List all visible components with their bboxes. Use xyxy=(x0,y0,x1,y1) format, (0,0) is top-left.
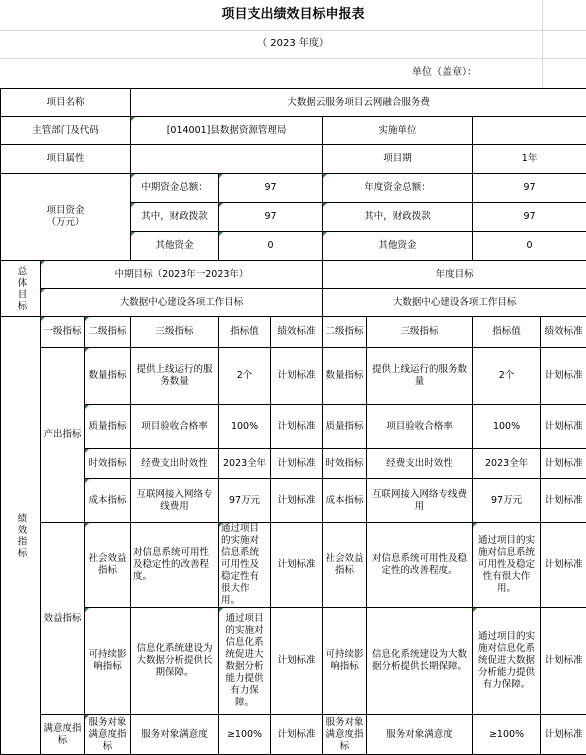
table-row xyxy=(1,348,586,405)
row-lvl2-b: 数量指标 xyxy=(323,348,367,405)
row-lvl2-b: 社会效益指标 xyxy=(323,523,367,608)
row-lvl3: 信息化系统建设为大数据分析提供长期保障。 xyxy=(131,608,219,715)
table-row xyxy=(1,289,586,317)
table-row xyxy=(1,523,586,608)
row-std-b: 计划标准 xyxy=(541,479,586,523)
funds-label: 项目资金 （万元） xyxy=(1,174,131,261)
performance-table xyxy=(0,88,586,755)
year-line: （ 2023 年度） xyxy=(0,32,586,56)
attr-value xyxy=(131,145,323,174)
impl-value xyxy=(473,117,586,145)
row-lvl2-b: 可持续影响指标 xyxy=(323,608,367,715)
row-value-b: 通过项目的实施对信息系统可用性及稳定性有很大作用。 xyxy=(473,523,541,608)
row-lvl3-b: 提供上线运行的服务数量 xyxy=(367,348,473,405)
row-lvl3: 提供上线运行的服务数量 xyxy=(131,348,219,405)
row-value: 100% xyxy=(219,405,271,449)
row-value-b: 2个 xyxy=(473,348,541,405)
grid-line xyxy=(0,30,586,31)
table-row xyxy=(1,117,586,145)
lvl2-header: 二级指标 xyxy=(85,317,131,348)
row-std: 计划标准 xyxy=(271,479,323,523)
perf-label: 绩效指标 xyxy=(1,317,41,755)
row-value-b: 通过项目的实施对信息化系统促进大数据分析能力提供有力保障。 xyxy=(473,608,541,715)
year-goal-text: 大数据中心建设各项工作目标 xyxy=(323,289,586,317)
table-row xyxy=(1,89,586,117)
mid-other-label: 其他资金 xyxy=(131,232,219,261)
row-lvl2: 社会效益指标 xyxy=(85,523,131,608)
dept-label: 主管部门及代码 xyxy=(1,117,131,145)
row-value: 2个 xyxy=(219,348,271,405)
row-lvl3-b: 项目验收合格率 xyxy=(367,405,473,449)
table-row xyxy=(1,449,586,479)
year-other-value: 0 xyxy=(473,232,586,261)
table-row xyxy=(1,405,586,449)
row-std-b: 计划标准 xyxy=(541,523,586,608)
row-lvl2: 成本指标 xyxy=(85,479,131,523)
row-lvl3-b: 经费支出时效性 xyxy=(367,449,473,479)
year-other-label: 其他资金 xyxy=(323,232,473,261)
value-header-b: 指标值 xyxy=(473,317,541,348)
row-lvl3-b: 对信息系统可用性及稳定性的改善程度。 xyxy=(367,523,473,608)
row-lvl3: 对信息系统可用性及稳定性的改善程度。 xyxy=(131,523,219,608)
mid-fiscal-value: 97 xyxy=(219,203,323,232)
row-value-b: ≥100% xyxy=(473,715,541,755)
row-lvl3: 项目验收合格率 xyxy=(131,405,219,449)
row-value: 2023全年 xyxy=(219,449,271,479)
row-lvl3: 互联网接入网络专线费用 xyxy=(131,479,219,523)
project-name-label: 项目名称 xyxy=(1,89,131,117)
row-value-b: 97万元 xyxy=(473,479,541,523)
impl-label: 实施单位 xyxy=(323,117,473,145)
row-std-b: 计划标准 xyxy=(541,405,586,449)
year-fiscal-label: 其中，财政拨款 xyxy=(323,203,473,232)
row-std: 计划标准 xyxy=(271,449,323,479)
row-lvl2: 服务对象满意度指标 xyxy=(85,715,131,755)
row-value-b: 100% xyxy=(473,405,541,449)
row-value: 97万元 xyxy=(219,479,271,523)
row-std: 计划标准 xyxy=(271,348,323,405)
mid-fiscal-label: 其中，财政拨款 xyxy=(131,203,219,232)
lvl2-header-b: 二级指标 xyxy=(323,317,367,348)
row-lvl3: 服务对象满意度 xyxy=(131,715,219,755)
row-std: 计划标准 xyxy=(271,608,323,715)
row-lvl3-b: 互联网接入网络专线费用 xyxy=(367,479,473,523)
year-total-label: 年度资金总额： xyxy=(323,174,473,203)
row-lvl2-b: 时效指标 xyxy=(323,449,367,479)
year-goal-header: 年度目标 xyxy=(323,261,586,289)
row-lvl2: 可持续影响指标 xyxy=(85,608,131,715)
row-lvl3: 经费支出时效性 xyxy=(131,449,219,479)
lvl1-header: 一级指标 xyxy=(41,317,85,348)
row-lvl2-b: 成本指标 xyxy=(323,479,367,523)
period-value: 1年 xyxy=(473,145,586,174)
row-lvl2: 时效指标 xyxy=(85,449,131,479)
std-header-b: 绩效标准 xyxy=(541,317,586,348)
value-header: 指标值 xyxy=(219,317,271,348)
year-fiscal-value: 97 xyxy=(473,203,586,232)
table-row xyxy=(1,479,586,523)
row-value-b: 2023全年 xyxy=(473,449,541,479)
grid-line xyxy=(0,58,586,59)
lvl3-header: 三级指标 xyxy=(131,317,219,348)
period-label: 项目期 xyxy=(323,145,473,174)
row-std-b: 计划标准 xyxy=(541,608,586,715)
row-lvl2: 质量指标 xyxy=(85,405,131,449)
row-lvl3-b: 信息化系统建设为大数据分析提供长期保障。 xyxy=(367,608,473,715)
table-row xyxy=(1,174,586,203)
row-value: 通过项目的实施对信息化系统促进大数据分析能力提供有力保障。 xyxy=(219,608,271,715)
mid-goal-header: 中期目标（2023年一2023年） xyxy=(41,261,323,289)
output-label: 产出指标 xyxy=(41,348,85,523)
mid-total-value: 97 xyxy=(219,174,323,203)
year-total-value: 97 xyxy=(473,174,586,203)
row-lvl2-b: 服务对象满意度指标 xyxy=(323,715,367,755)
table-row xyxy=(1,261,586,289)
table-row xyxy=(1,317,586,348)
mid-goal-text: 大数据中心建设各项工作目标 xyxy=(41,289,323,317)
mid-total-label: 中期资金总额： xyxy=(131,174,219,203)
row-std-b: 计划标准 xyxy=(541,715,586,755)
row-lvl2: 数量指标 xyxy=(85,348,131,405)
row-std: 计划标准 xyxy=(271,405,323,449)
row-std: 计划标准 xyxy=(271,715,323,755)
satisfaction-label: 满意度指标 xyxy=(41,715,85,755)
lvl3-header-b: 三级指标 xyxy=(367,317,473,348)
table-row xyxy=(1,608,586,715)
dept-value: [014001]县数据资源管理局 xyxy=(131,117,323,145)
attr-label: 项目属性 xyxy=(1,145,131,174)
project-name-value: 大数据云服务项目云网融合服务费 xyxy=(131,89,586,117)
row-std-b: 计划标准 xyxy=(541,348,586,405)
row-std: 计划标准 xyxy=(271,523,323,608)
row-value: ≥100% xyxy=(219,715,271,755)
row-std-b: 计划标准 xyxy=(541,449,586,479)
mid-other-value: 0 xyxy=(219,232,323,261)
row-lvl3-b: 服务对象满意度 xyxy=(367,715,473,755)
overall-goal-label: 总体目标 xyxy=(1,261,41,317)
row-lvl2-b: 质量指标 xyxy=(323,405,367,449)
table-row xyxy=(1,145,586,174)
effect-label: 效益指标 xyxy=(41,523,85,715)
row-value: 通过项目的实施对信息系统可用性及稳定性有很大作用。 xyxy=(219,523,271,608)
std-header: 绩效标准 xyxy=(271,317,323,348)
page-title: 项目支出绩效目标申报表 xyxy=(0,0,586,30)
unit-label: 单位（盖章）： xyxy=(412,62,582,84)
table-row xyxy=(1,715,586,755)
